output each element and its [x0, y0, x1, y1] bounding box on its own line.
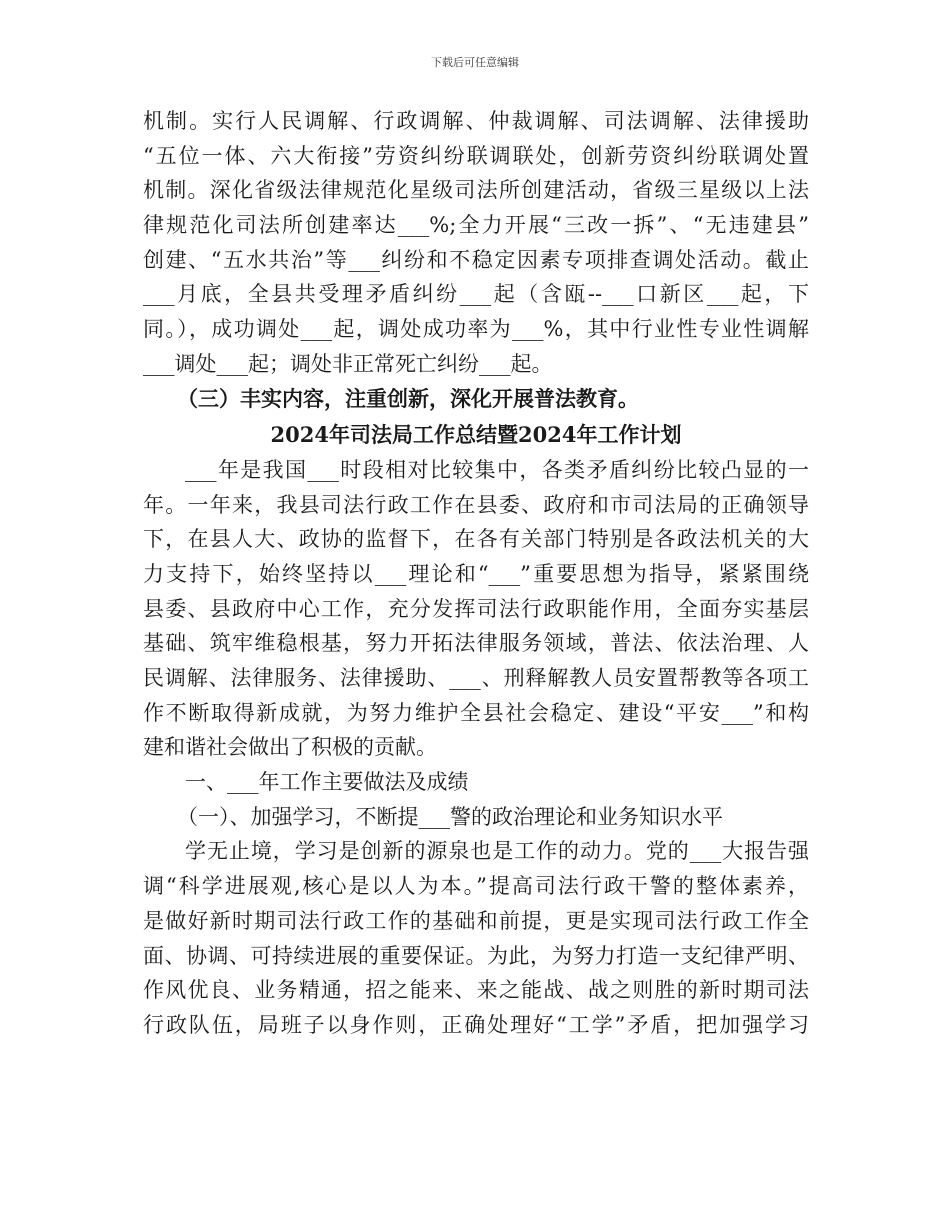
text-line: ___调处___起；调处非正常死亡纠纷___起。	[143, 351, 553, 376]
subheading-1-1: （一）、加强学习，不断提___警的政治理论和业务知识水平	[177, 804, 723, 829]
document-title: 2024年司法局工作总结暨2024年工作计划	[270, 422, 682, 448]
text-line: 调“科学进展观,核心是以人为本。”提高司法行政干警的整体素养，	[143, 874, 809, 899]
text-line: ___月底，全县共受理矛盾纠纷___起（含瓯--___口新区___起，下	[143, 282, 809, 307]
document-body	[143, 104, 809, 1043]
text-line: 创建、“五水共治”等___纠纷和不稳定因素专项排查调处活动。截止	[143, 247, 809, 272]
text-line: 同。），成功调处___起，调处成功率为___%，其中行业性专业性调解	[143, 317, 809, 342]
paragraph-3	[143, 834, 809, 1042]
text-line: 作不断取得新成就，为努力维护全县社会稳定、建设“平安___”和构	[143, 700, 809, 725]
text-line: 律规范化司法所创建率达___%;全力开展“三改一拆”、“无违建县”	[143, 213, 809, 238]
text-line: 机制。深化省级法律规范化星级司法所创建活动，省级三星级以上法	[143, 178, 809, 203]
text-line: 面、协调、可持续进展的重要保证。为此，为努力打造一支纪律严明、	[143, 943, 809, 968]
text-line: 行政队伍，局班子以身作则，正确处理好“工学”矛盾，把加强学习	[143, 1012, 809, 1037]
text-line: 学无止境，学习是创新的源泉也是工作的动力。党的___大报告强	[185, 839, 809, 864]
text-line: 县委、县政府中心工作，充分发挥司法行政职能作用，全面夯实基层	[143, 596, 809, 621]
section-heading: （三）丰实内容，注重创新，深化开展普法教育。	[177, 385, 639, 411]
page-header-note: 下载后可任意编辑	[431, 56, 519, 69]
text-line: 基础、筑牢维稳根基，努力开拓法律服务领域，普法、依法治理、人	[143, 631, 809, 656]
text-line: 作风优良、业务精通，招之能来、来之能战、战之则胜的新时期司法	[143, 978, 809, 1003]
paragraph-2	[143, 453, 809, 765]
text-line: ___年是我国___时段相对比较集中，各类矛盾纠纷比较凸显的一	[185, 457, 809, 482]
text-line: 机制。实行人民调解、行政调解、仲裁调解、司法调解、法律援助	[143, 109, 809, 133]
paragraph-1	[143, 104, 809, 382]
subheading-1: 一、___年工作主要做法及成绩	[185, 770, 469, 795]
text-line: “五位一体、六大衔接”劳资纠纷联调联处，创新劳资纠纷联调处置	[143, 143, 809, 168]
text-line: 力支持下，始终坚持以___理论和“___”重要思想为指导，紧紧围绕	[143, 561, 809, 586]
text-line: 民调解、法律服务、法律援助、___、刑释解教人员安置帮教等各项工	[143, 666, 809, 690]
text-line: 是做好新时期司法行政工作的基础和前提，更是实现司法行政工作全	[143, 908, 809, 933]
text-line: 年。一年来，我县司法行政工作在县委、政府和市司法局的正确领导	[143, 492, 809, 517]
text-line: 建和谐社会做出了积极的贡献。	[143, 735, 437, 760]
text-line: 下，在县人大、政协的监督下，在各有关部门特别是各政法机关的大	[143, 527, 809, 552]
